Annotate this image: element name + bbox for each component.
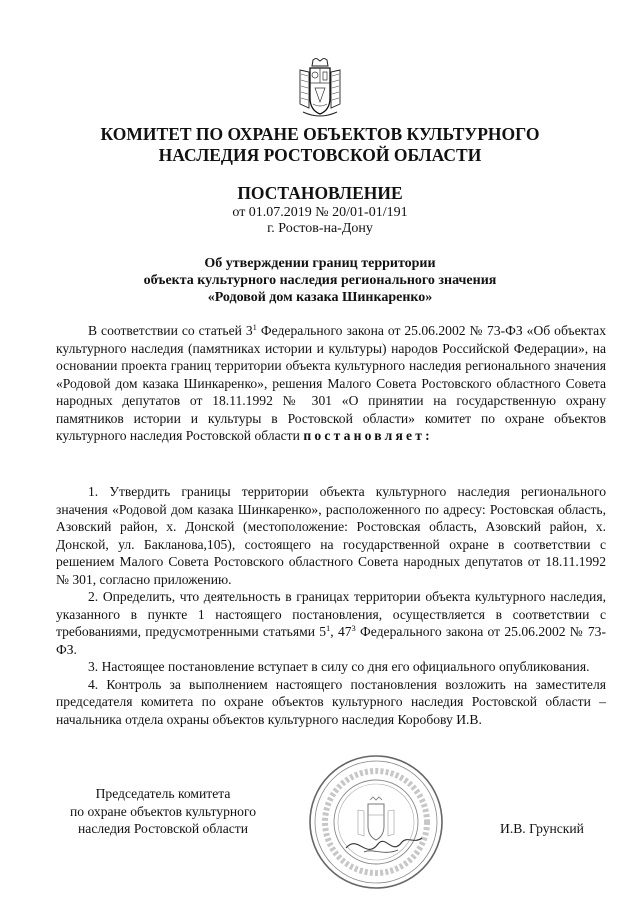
document-date-number: от 01.07.2019 № 20/01-01/191 — [232, 205, 408, 220]
signatory-name: И.В. Грунский — [500, 821, 584, 836]
document-items — [56, 483, 606, 728]
preamble-text-part1: В соответствии со статьей 3 — [88, 323, 253, 338]
signatory-title-line2: по охране объектов культурного — [69, 803, 257, 819]
signatory-title — [58, 785, 268, 838]
preamble-text-part2: Федерального закона от 25.06.2002 № 73-ФЗ «Об объектах культурного наследия (памятниках истории и культуры) народов Российской Федерации», на основании проекта границ территории объекта культурного наследия регионального значения «Родовой дом казака Шинкаренко», решения Малого Совета Ростовского областного Совета народных депутатов от 18.11.1992 № 301 «О принятии на государственную охрану памятников истории и культуры в Ростовской области» комитет по охране объектов культурного наследия Ростовской области — [56, 323, 606, 443]
preamble-paragraph — [56, 322, 606, 445]
item-2-superscript2: 3 — [351, 623, 356, 633]
item-4: 4. Контроль за выполнением настоящего постановления возложить на заместителя председателя комитета по охране объектов культурного наследия Ростовской области – начальника отдела охраны объектов культурного наследия Коробову И.В. — [56, 676, 606, 727]
official-round-seal-icon — [306, 752, 446, 892]
committee-name-line2: НАСЛЕДИЯ РОСТОВСКОЙ ОБЛАСТИ — [158, 145, 482, 165]
region-coat-of-arms-icon — [297, 58, 343, 118]
subject-line2: объекта культурного наследия регионального значения — [143, 273, 497, 288]
preamble-decides: постановляет: — [303, 428, 433, 443]
document-preamble — [56, 322, 606, 445]
document-subject — [90, 255, 550, 306]
document-type: ПОСТАНОВЛЕНИЕ — [237, 183, 403, 203]
item-1: 1. Утвердить границы территории объекта культурного наследия регионального значения «Родовой дом казака Шинкаренко», расположенного по адресу: Ростовская область, Азовский район, х. Донской (местоположение: Ростовская область, Азовский район, х. Донской, ул. Бакланова,105), состоящего на государственной охране в соответствии с решением Малого Совета Ростовского областного Совета народных депутатов от 18.11.1992 № 301, согласно приложению. — [56, 484, 606, 587]
item-2-part2: , 47 — [330, 624, 352, 639]
item-2-part3: Федерального закона от 25.06.2002 № 73-ФЗ. — [56, 624, 606, 657]
preamble-superscript: 1 — [252, 322, 257, 332]
signatory-title-line1: Председатель комитета — [95, 786, 231, 801]
item-2 — [56, 588, 606, 658]
subject-line3: «Родовой дом казака Шинкаренко» — [207, 290, 433, 305]
document-city: г. Ростов-на-Дону — [267, 221, 373, 236]
subject-line1: Об утверждении границ территории — [204, 256, 436, 271]
signatory-title-line3: наследия Ростовской области — [78, 821, 248, 836]
item-2-superscript1: 1 — [326, 623, 331, 633]
item-2-part1: 2. Определить, что деятельность в границах территории объекта культурного наследия, указанного в пункте 1 настоящего постановления, осуществляется в соответствии с требованиями, предусмотренными статьями 5 — [56, 589, 606, 639]
item-3: 3. Настоящее постановление вступает в силу со дня его официального опубликования. — [88, 659, 590, 674]
committee-name — [60, 124, 580, 166]
committee-name-line1: КОМИТЕТ ПО ОХРАНЕ ОБЪЕКТОВ КУЛЬТУРНОГО — [100, 124, 540, 144]
